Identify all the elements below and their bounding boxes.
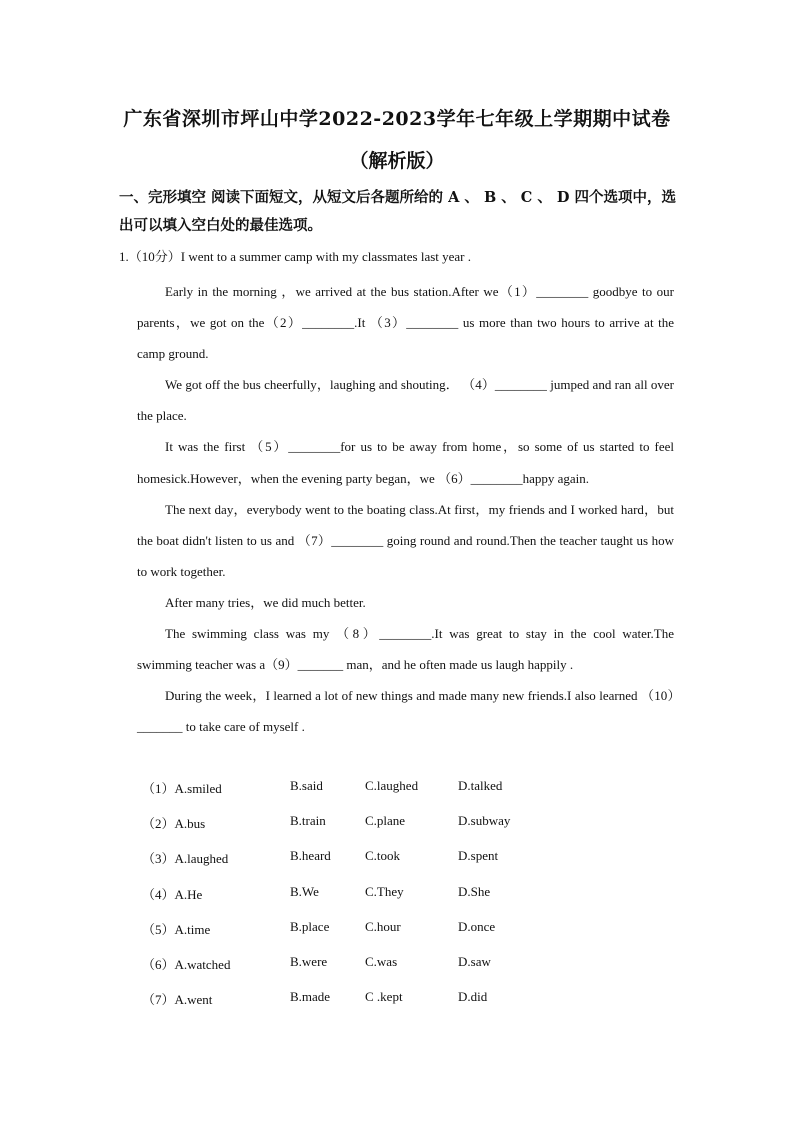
option-a: （2）A.bus (142, 816, 206, 832)
option-a: （3）A.laughed (142, 851, 229, 867)
option-c: C.was (365, 953, 398, 969)
option-d: D.once (458, 918, 496, 934)
passage-paragraph: The swimming class was my （8）________.It was great to stay in the cool water.The swimming teacher was a（9）_______ man，and he often made us laugh happily . (137, 626, 674, 673)
option-a: （6）A.watched (142, 956, 231, 972)
option-d: D.spent (458, 848, 499, 864)
option-d: D.did (458, 989, 488, 1005)
exam-title: 广东省深圳市坪山中学2022-2023学年七年级上学期期中试卷 (123, 108, 671, 130)
option-d: D.She (458, 883, 491, 899)
passage-paragraph: The next day，everybody went to the boating class.At first，my friends and I worked hard，but the boat didn't listen to us and （7）________ going round and round.Then the teacher taught us how to work together. (137, 501, 674, 579)
section-heading: 一、完形填空 阅读下面短文，从短文后各题所给的 A 、 B 、 C 、 D 四个选项中，选出可以填入空白处的最佳选项。 (119, 189, 677, 234)
option-c: C.plane (365, 813, 406, 829)
question-header: 1.（10分）I went to a summer camp with my classmates last year . (119, 249, 472, 264)
option-b: B.place (290, 918, 330, 934)
exam-subtitle: （解析版） (349, 150, 445, 172)
option-d: D.talked (458, 778, 503, 793)
cloze-passage (137, 276, 674, 742)
option-d: D.subway (458, 813, 511, 829)
option-c: C.laughed (365, 778, 419, 793)
passage-paragraph: We got off the bus cheerfully，laughing and shouting． （4）________ jumped and ran all over the place. (137, 377, 674, 424)
option-c: C .kept (365, 989, 403, 1005)
passage-paragraph: After many tries，we did much better. (165, 594, 366, 610)
option-b: B.made (290, 989, 331, 1005)
passage-paragraph: Early in the morning ，we arrived at the bus station.After we（1）________ goodbye to our parents，we got on the（2）________.It （3）________ us more than two hours to arrive at the camp ground. (137, 284, 674, 362)
option-c: C.hour (365, 918, 401, 934)
option-b: B.train (290, 813, 326, 829)
option-b: B.were (290, 953, 328, 969)
option-d: D.saw (458, 953, 491, 969)
option-a: （7）A.went (142, 992, 213, 1008)
option-b: B.heard (290, 848, 331, 864)
option-b: B.said (290, 778, 323, 793)
option-a: （4）A.He (142, 886, 203, 902)
option-a: （5）A.time (142, 921, 211, 937)
option-a: （1）A.smiled (142, 781, 222, 796)
passage-paragraph: It was the first （5）________for us to be away from home，so some of us started to feel homesick.However，when the evening party began，we （6）________happy again. (137, 439, 674, 486)
passage-paragraph: During the week，I learned a lot of new things and made many new friends.I also learned （10）_______ to take care of myself . (137, 688, 674, 735)
option-b: B.We (290, 883, 319, 899)
option-c: C.They (365, 883, 404, 899)
option-c: C.took (365, 848, 401, 864)
